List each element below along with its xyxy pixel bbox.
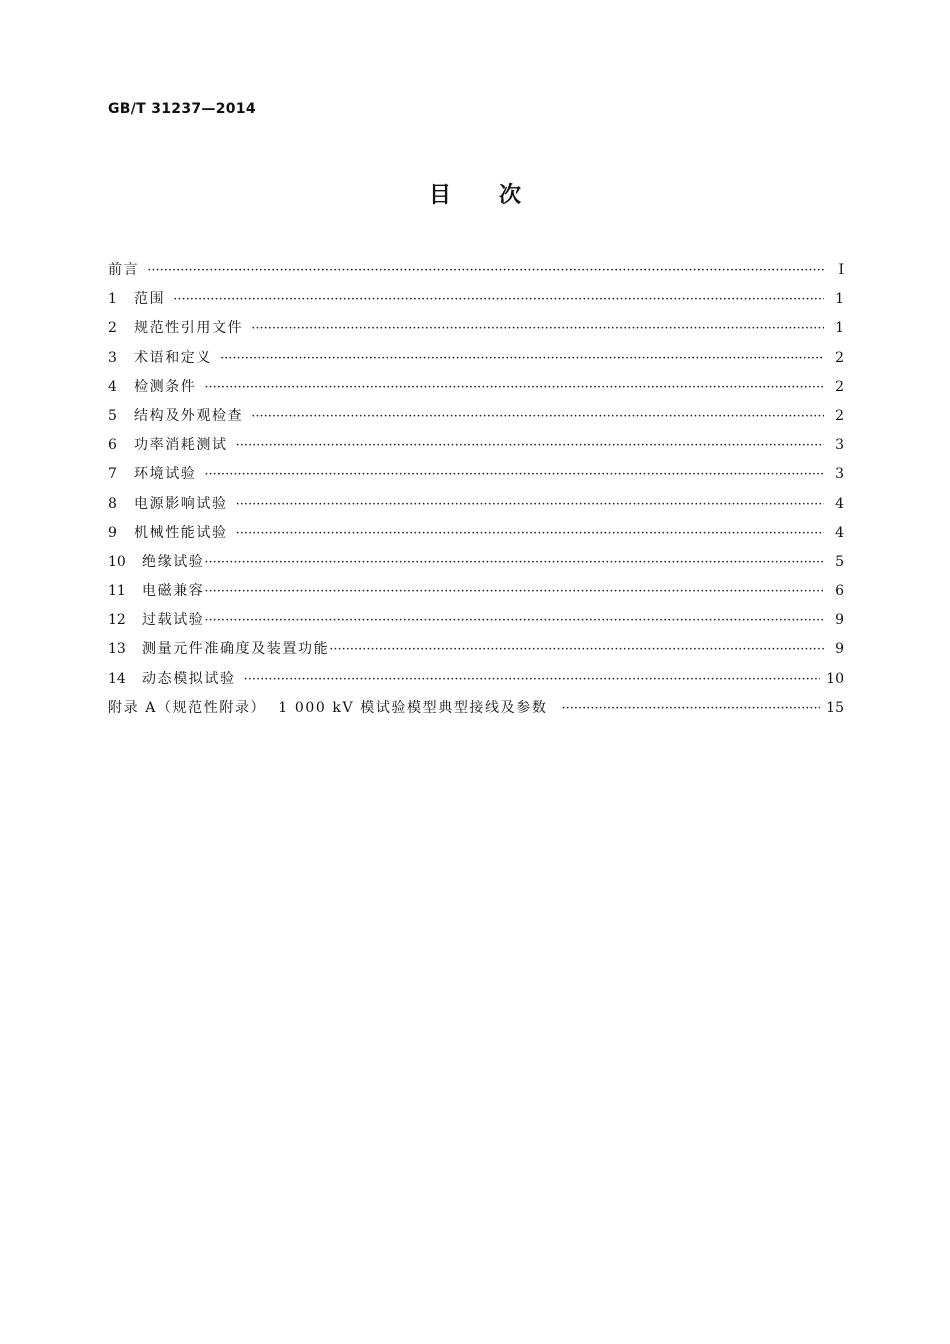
toc-entry-4[interactable]: [108, 373, 844, 402]
toc-entry-number: 8: [108, 495, 117, 512]
toc-entry-number: 11: [108, 583, 126, 600]
toc-entry-label: 功率消耗测试: [134, 437, 228, 454]
toc-leader-dots: [329, 635, 824, 664]
toc-entry-label: 前言: [108, 262, 140, 278]
toc-entry-page: Ⅰ: [838, 262, 844, 278]
toc-entry-page: 15: [826, 699, 844, 716]
toc-entry-5[interactable]: [108, 402, 844, 431]
toc-entry-label: 附录 A（规范性附录） 1 000 kV 模试验模型典型接线及参数: [108, 699, 548, 716]
toc-entry-number: 7: [108, 466, 117, 483]
toc-leader-dots: [236, 490, 824, 519]
toc-entry-10[interactable]: [108, 548, 844, 577]
toc-entry-1[interactable]: [108, 285, 844, 314]
toc-entry-label: 电磁兼容: [142, 583, 205, 600]
toc-entry-page: 2: [835, 378, 844, 395]
toc-entry-number: 1: [108, 291, 117, 308]
toc-leader-dots: [204, 460, 824, 489]
standard-code: GB/T 31237—2014: [108, 101, 256, 117]
toc-leader-dots: [561, 694, 820, 723]
toc-entry-label: 范围: [134, 291, 166, 308]
toc-entry-number: 9: [108, 524, 117, 541]
toc-entry-13[interactable]: [108, 635, 844, 664]
toc-entry-number: 12: [108, 612, 126, 629]
toc-leader-dots: [251, 402, 824, 431]
toc-leader-dots: [251, 314, 824, 343]
toc-entry-label: 过载试验: [142, 612, 205, 629]
toc-entry-number: 10: [108, 553, 126, 570]
toc-entry-page: 2: [835, 407, 844, 424]
toc-entry-number: 5: [108, 407, 117, 424]
toc-entry-label: 机械性能试验: [134, 524, 228, 541]
toc-leader-dots: [236, 519, 824, 548]
toc-entry-page: 5: [835, 553, 844, 570]
toc-entry-page: 1: [835, 320, 844, 337]
toc-leader-dots: [204, 548, 824, 577]
toc-entry-number: 14: [108, 670, 126, 687]
toc-entry-label: 测量元件准确度及装置功能: [142, 641, 330, 658]
toc-entry-page: 9: [835, 641, 844, 658]
toc-entry-number: 6: [108, 437, 117, 454]
toc-entry-6[interactable]: [108, 431, 844, 460]
toc-entry-14[interactable]: [108, 665, 844, 694]
toc-entry-label: 绝缘试验: [142, 553, 205, 570]
toc-entry-label: 动态模拟试验: [142, 670, 236, 687]
toc-entry-page: 6: [835, 583, 844, 600]
toc-entry-page: 4: [835, 524, 844, 541]
toc-title: 目次: [428, 182, 569, 208]
toc-leader-dots: [220, 344, 824, 373]
toc-entry-number: 4: [108, 378, 117, 395]
toc-entry-number: 13: [108, 641, 126, 658]
toc-entry-page: 3: [835, 437, 844, 454]
toc-entry-number: 3: [108, 349, 117, 366]
toc-entry-12[interactable]: [108, 606, 844, 635]
toc-entry-label: 电源影响试验: [134, 495, 228, 512]
toc-entry-9[interactable]: [108, 519, 844, 548]
toc-leader-dots: [173, 285, 824, 314]
toc-entry-page: 4: [835, 495, 844, 512]
toc-entry-3[interactable]: [108, 344, 844, 373]
toc-entry-number: 2: [108, 320, 117, 337]
toc-leader-dots: [147, 256, 824, 285]
toc-leader-dots: [204, 373, 824, 402]
toc-entry-page: 10: [826, 670, 844, 687]
toc-entry-2[interactable]: [108, 314, 844, 343]
toc-entry-8[interactable]: [108, 490, 844, 519]
toc-entry-7[interactable]: [108, 460, 844, 489]
toc-entry-foreword[interactable]: [108, 256, 844, 285]
toc-leader-dots: [244, 665, 821, 694]
toc-entry-page: 3: [835, 466, 844, 483]
toc-entry-page: 2: [835, 349, 844, 366]
toc-leader-dots: [204, 577, 824, 606]
toc-entry-label: 规范性引用文件: [134, 320, 244, 337]
toc-entry-appendix-a[interactable]: [108, 694, 844, 723]
toc-entry-page: 1: [835, 291, 844, 308]
toc-leader-dots: [236, 431, 824, 460]
toc-entry-label: 检测条件: [134, 378, 197, 395]
toc-entry-11[interactable]: [108, 577, 844, 606]
toc-entry-page: 9: [835, 612, 844, 629]
table-of-contents: [108, 256, 844, 723]
toc-entry-label: 术语和定义: [134, 349, 212, 366]
toc-leader-dots: [204, 606, 824, 635]
toc-entry-label: 结构及外观检查: [134, 407, 244, 424]
toc-entry-label: 环境试验: [134, 466, 197, 483]
